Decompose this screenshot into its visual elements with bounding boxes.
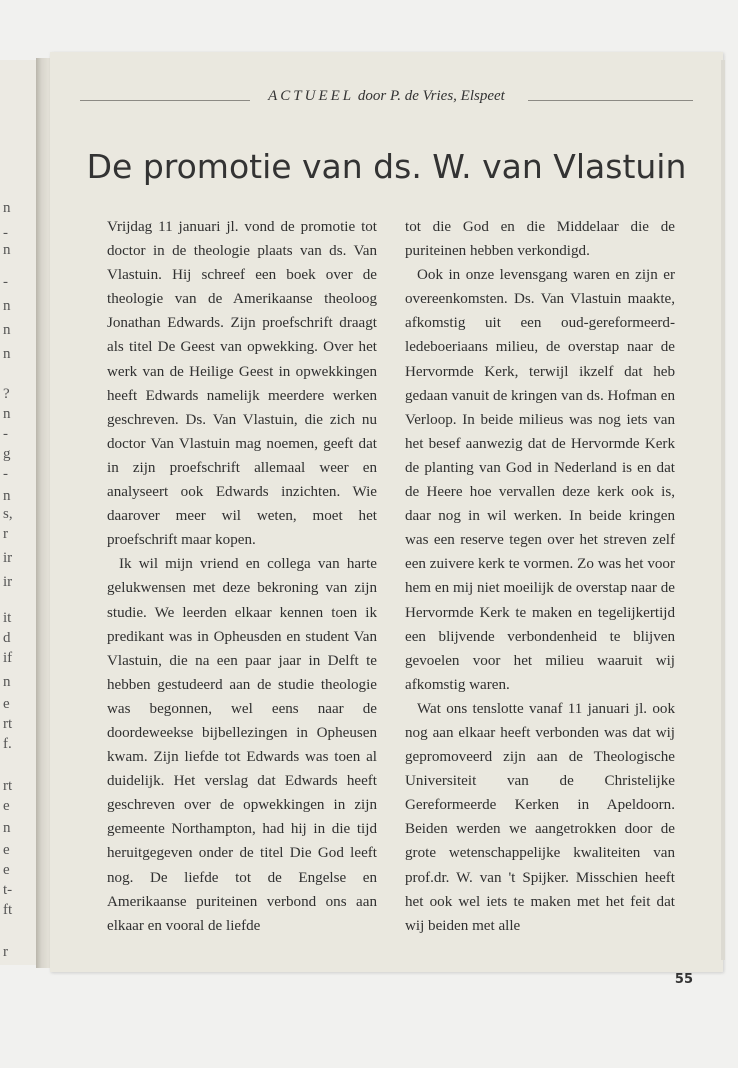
adjacent-page-fragment: r	[3, 526, 8, 542]
adjacent-page-fragment: n	[3, 820, 11, 836]
adjacent-page-fragment: d	[3, 630, 11, 646]
article-column-right	[405, 215, 675, 938]
adjacent-page-fragment: n	[3, 406, 11, 422]
adjacent-page-fragment: t-	[3, 882, 13, 898]
adjacent-page-fragment: f.	[3, 736, 12, 752]
paragraph: Ook in onze levensgang waren en zijn er overeenkomsten. Ds. Van Vlastuin maakte, afkomstig uit een oud-gereformeerd-ledeboeriaans milieu, de overstap naar de Hervormde Kerk, terwijl ikzelf dat heb gedaan vanuit de kringen van ds. Hofman en Verloop. In beide milieus was nog iets van het besef aanwezig dat de Hervormde Kerk de planting van God in Nederland is en dat de Heere hoe vervallen deze kerk ook is, daar nog in wil werken. In beide kringen was een reserve tegen over het streven zelf een zuivere kerk te vormen. Zo was het voor hem en mij niet moeilijk de overstap naar de Hervormde Kerk te maken en tegelijkertijd een blijvende verbondenheid te blijven gevoelen voor het milieu waaruit wij afkomstig waren.	[405, 267, 675, 693]
running-header	[50, 88, 723, 105]
adjacent-page-fragment: r	[3, 944, 8, 960]
paragraph: tot die God en die Middelaar die de puriteinen hebben verkondigd.	[405, 219, 675, 260]
adjacent-page-fragment: ?	[3, 386, 10, 402]
adjacent-page-fragment: e	[3, 798, 10, 814]
adjacent-page-fragment: -	[3, 274, 8, 290]
adjacent-page-fragment: g	[3, 446, 11, 462]
adjacent-page-fragment: n	[3, 674, 11, 690]
paragraph: Ik wil mijn vriend en collega van harte gelukwensen met deze bekroning van zijn studie. We leerden elkaar kennen toen ik predikant was in Opheusden en student Van Vlastuin, die na een paar jaar in Delft te hebben gestudeerd aan de studie theologie was begonnen, wel eens naar de doordeweekse bijbellezingen in Opheusen kwam. Zijn liefde tot Edwards was toen al duidelijk. Het verslag dat Edwards heeft geschreven over de opwekkingen in zijn gemeente Northampton, had hij in die tijd heruitgegeven onder de titel Die God leeft nog. De liefde tot de Engelse en Amerikaanse puriteinen verbond ons aan elkaar en vooral de liefde	[107, 556, 377, 934]
adjacent-page-fragment: s,	[3, 506, 13, 522]
magazine-page	[50, 52, 723, 987]
page-number: 55	[674, 972, 693, 987]
adjacent-page-fragment: e	[3, 842, 10, 858]
adjacent-page-fragment: -	[3, 426, 8, 442]
adjacent-page-fragment: n	[3, 346, 11, 362]
page-edge	[721, 60, 725, 960]
book-gutter	[36, 58, 50, 968]
paragraph: Vrijdag 11 januari jl. vond de promotie tot doctor in de theologie plaats van ds. Van Vlastuin. Hij schreef een boek over de theologie van de Amerikaanse theoloog Jonathan Edwards. Zijn proefschrift draagt als titel De Geest van opwekking. Over het werk van de Heilige Geest in opwekkingen heeft Edwards namelijk meerdere werken geschreven. Ds. Van Vlastuin, die zich nu doctor Van Vlastuin mag noemen, geeft dat in zijn proefschrift allemaal weer en analyseert ook Edwards inzichten. Wie daarover meer wil weten, moet het proefschrift maar kopen.	[107, 219, 377, 549]
adjacent-page-fragment: ir	[3, 574, 13, 590]
article-column-left	[107, 215, 377, 938]
adjacent-page-fragment: n	[3, 488, 11, 504]
adjacent-page-fragment: n	[3, 298, 11, 314]
adjacent-page-fragment: -	[3, 225, 8, 241]
adjacent-page-fragment: n	[3, 242, 11, 258]
adjacent-page-fragment: ft	[3, 902, 13, 918]
adjacent-page-fragment: e	[3, 862, 10, 878]
adjacent-page	[0, 60, 36, 965]
section-label: ACTUEEL	[268, 88, 355, 104]
adjacent-page-fragment: -	[3, 466, 8, 482]
adjacent-page-fragment: n	[3, 322, 11, 338]
adjacent-page-fragment: ir	[3, 550, 13, 566]
paragraph: Wat ons tenslotte vanaf 11 januari jl. ook nog aan elkaar heeft verbonden was dat wij gepromoveerd zijn aan de Theologische Universiteit van de Christelijke Gereformeerde Kerken in Apeldoorn. Beiden werden we aangetrokken door de grote wetenschappelijke kwaliteiten van prof.dr. W. van 't Spijker. Misschien heeft het ook wel iets te maken met het feit dat wij beiden met alle	[405, 700, 675, 934]
adjacent-page-fragment: it	[3, 610, 12, 626]
adjacent-page-fragment: n	[3, 200, 11, 216]
adjacent-page-fragment: rt	[3, 716, 13, 732]
adjacent-page-fragment: if	[3, 650, 13, 666]
article-title: De promotie van ds. W. van Vlastuin	[86, 147, 687, 186]
adjacent-page-fragment: e	[3, 696, 10, 712]
byline: door P. de Vries, Elspeet	[357, 88, 505, 104]
adjacent-page-fragment: rt	[3, 778, 13, 794]
